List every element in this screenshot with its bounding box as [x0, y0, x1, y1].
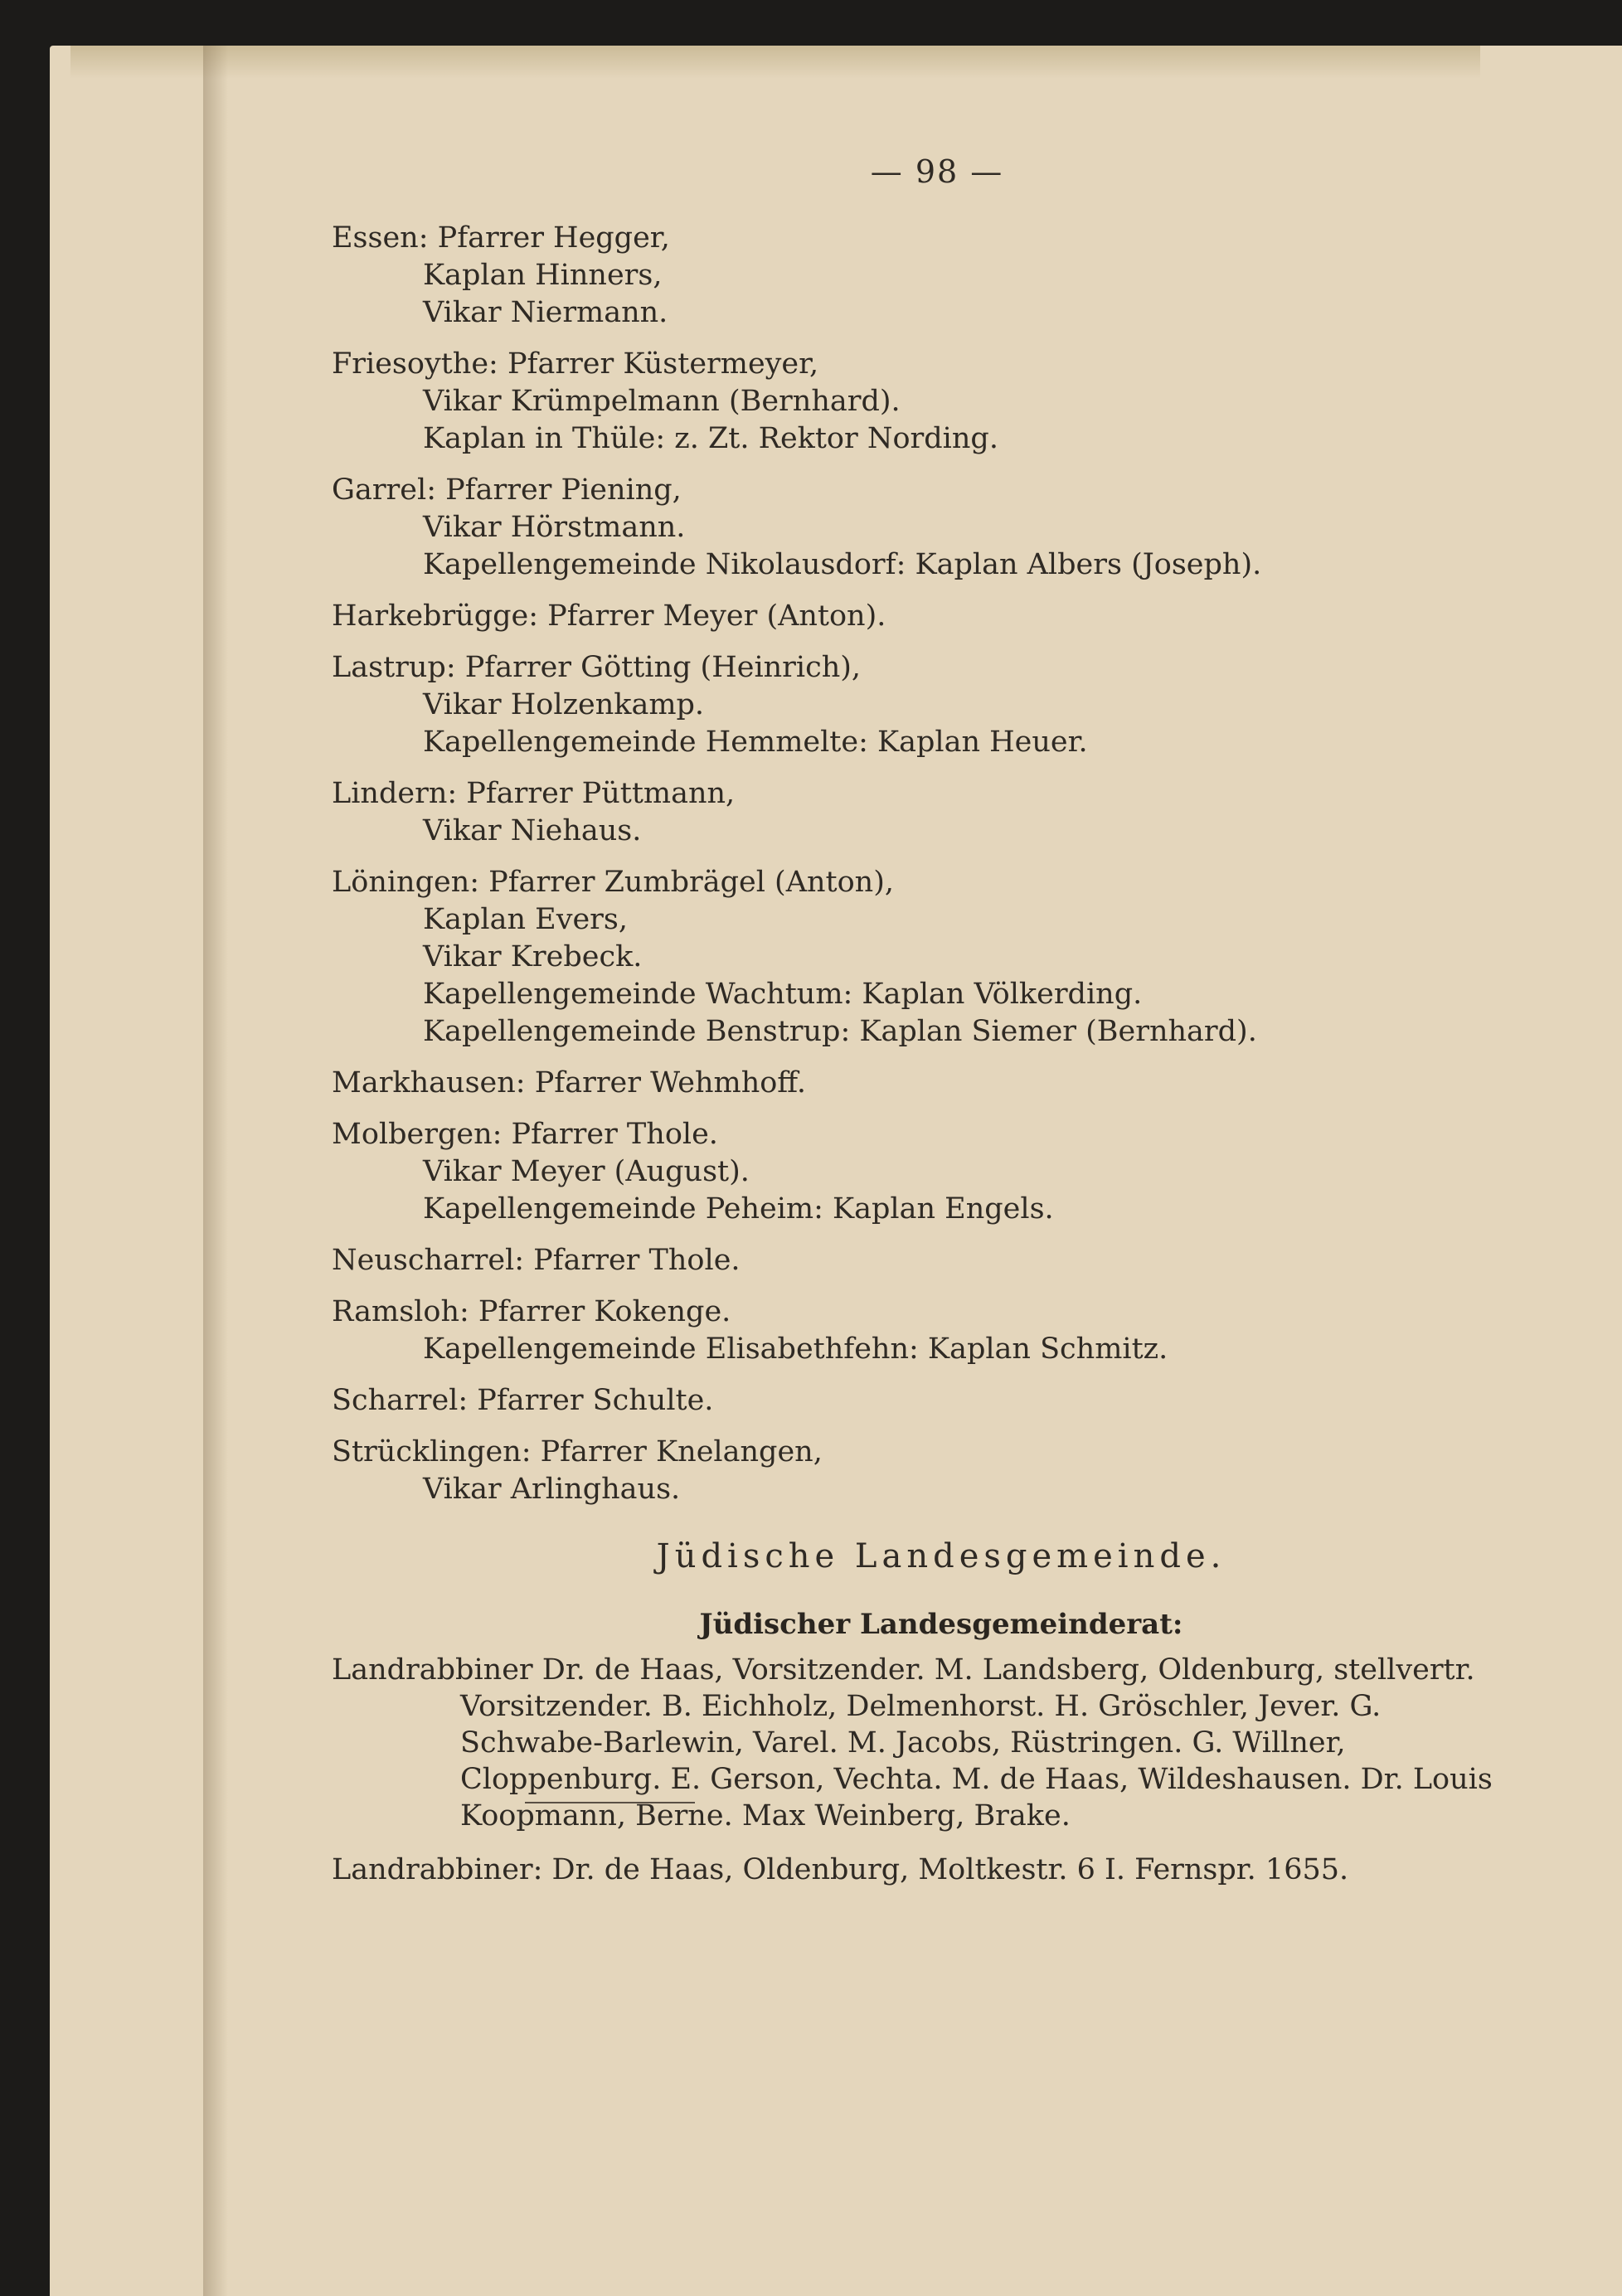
page-top-shadow	[70, 46, 1480, 79]
parish-sub-line: Vikar Holzenkamp.	[423, 688, 705, 721]
parish-sub-line: Vikar Krümpelmann (Bernhard).	[423, 385, 901, 418]
council-line: Schwabe-Barlewin, Varel. M. Jacobs, Rüstringen. G. Willner,	[460, 1726, 1346, 1760]
parish-entry-molbergen	[332, 1116, 1551, 1228]
parish-sub-line: Kapellengemeinde Benstrup: Kaplan Siemer (Bernhard).	[423, 1015, 1257, 1048]
parish-sub-line: Kaplan in Thüle: z. Zt. Rektor Nording.	[423, 422, 998, 455]
council-line: Koopmann, Berne. Max Weinberg, Brake.	[460, 1799, 1071, 1832]
council-members	[332, 1652, 1551, 1834]
parish-entry-ramsloh	[332, 1294, 1551, 1368]
parish-head-line: Harkebrügge: Pfarrer Meyer (Anton).	[332, 599, 886, 633]
end-rule	[525, 1802, 695, 1803]
parish-head-line: Ramsloh: Pfarrer Kokenge.	[332, 1295, 731, 1328]
parish-sub-line: Vikar Meyer (August).	[423, 1155, 750, 1188]
parish-sub-line: Kaplan Hinners,	[423, 259, 663, 292]
parish-head-line: Markhausen: Pfarrer Wehmhoff.	[332, 1066, 807, 1099]
rabbi-address: Landrabbiner: Dr. de Haas, Oldenburg, Moltkestr. 6 I. Fernspr. 1655.	[332, 1853, 1349, 1886]
parish-head-line: Lindern: Pfarrer Püttmann,	[332, 777, 736, 810]
parish-entry-lindern	[332, 775, 1551, 850]
parish-entry-markhausen	[332, 1065, 1551, 1102]
parish-sub-line: Kapellengemeinde Hemmelte: Kaplan Heuer.	[423, 726, 1088, 759]
parish-sub-line: Vikar Niehaus.	[423, 814, 642, 847]
parish-head-line: Neuscharrel: Pfarrer Thole.	[332, 1244, 741, 1277]
parish-entry-neuscharrel	[332, 1242, 1551, 1279]
parish-sub-line: Vikar Krebeck.	[423, 940, 643, 973]
parish-entry-scharrel	[332, 1382, 1551, 1420]
parish-sub-line: Vikar Niermann.	[423, 296, 668, 329]
council-line: Vorsitzender. B. Eichholz, Delmenhorst. H. Gröschler, Jever. G.	[460, 1690, 1382, 1723]
parish-entry-lastrup	[332, 649, 1551, 761]
parish-entry-essen	[332, 220, 1551, 332]
parish-entry-loeningen	[332, 864, 1551, 1051]
parish-entry-garrel	[332, 472, 1551, 584]
gutter-shadow	[203, 46, 228, 2296]
parish-list	[332, 220, 1551, 1522]
council-heading: Jüdischer Landesgemeinderat:	[699, 1608, 1183, 1641]
parish-sub-line: Vikar Arlinghaus.	[423, 1473, 681, 1506]
parish-entry-harkebruegge	[332, 598, 1551, 635]
parish-sub-line: Kapellengemeinde Wachtum: Kaplan Völkerding.	[423, 978, 1143, 1011]
council-line: Cloppenburg. E. Gerson, Vechta. M. de Haas, Wildeshausen. Dr. Louis	[460, 1763, 1493, 1796]
parish-sub-line: Kaplan Evers,	[423, 903, 628, 936]
parish-head-line: Molbergen: Pfarrer Thole.	[332, 1118, 718, 1151]
parish-head-line: Garrel: Pfarrer Piening,	[332, 473, 682, 507]
parish-sub-line: Kapellengemeinde Elisabethfehn: Kaplan Schmitz.	[423, 1332, 1168, 1366]
parish-sub-line: Vikar Hörstmann.	[423, 511, 686, 544]
section-title: Jüdische Landesgemeinde.	[656, 1537, 1226, 1575]
parish-sub-line: Kapellengemeinde Nikolausdorf: Kaplan Albers (Joseph).	[423, 548, 1262, 581]
parish-head-line: Löningen: Pfarrer Zumbrägel (Anton),	[332, 866, 894, 899]
page-number: — 98 —	[870, 153, 1004, 190]
parish-head-line: Strücklingen: Pfarrer Knelangen,	[332, 1435, 823, 1468]
parish-head-line: Lastrup: Pfarrer Götting (Heinrich),	[332, 651, 862, 684]
parish-head-line: Friesoythe: Pfarrer Küstermeyer,	[332, 347, 819, 381]
council-line: Landrabbiner Dr. de Haas, Vorsitzender. M. Landsberg, Oldenburg, stellvertr.	[332, 1653, 1475, 1687]
parish-entry-struecklingen	[332, 1434, 1551, 1508]
parish-head-line: Scharrel: Pfarrer Schulte.	[332, 1384, 714, 1417]
parish-entry-friesoythe	[332, 346, 1551, 458]
parish-sub-line: Kapellengemeinde Peheim: Kaplan Engels.	[423, 1192, 1054, 1226]
parish-head-line: Essen: Pfarrer Hegger,	[332, 221, 670, 255]
